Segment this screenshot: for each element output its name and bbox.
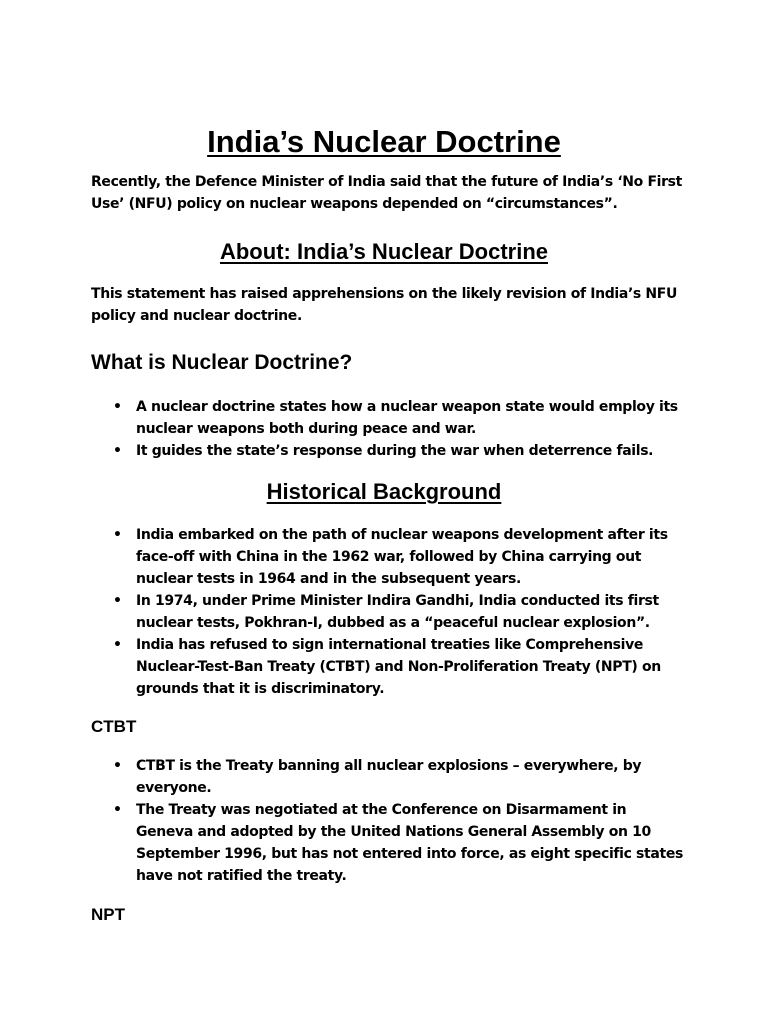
about-heading: About: India’s Nuclear Doctrine bbox=[219, 239, 548, 264]
what-is-heading: What is Nuclear Doctrine? bbox=[91, 351, 353, 374]
bullet-icon: • bbox=[113, 443, 122, 459]
bullet-icon: • bbox=[113, 593, 122, 609]
historical-list bbox=[113, 524, 683, 700]
list-item: • The Treaty was negotiated at the Conference on Disarmament in Geneva and adopted by the United Nations General Assembly on 10 September 1996, but has not entered into force, as eight specific states have not ratified the treaty. bbox=[113, 799, 683, 887]
ctbt-list bbox=[113, 755, 683, 887]
what-is-list bbox=[113, 396, 683, 462]
bullet-icon: • bbox=[113, 758, 122, 774]
bullet-icon: • bbox=[113, 399, 122, 415]
list-item: • India has refused to sign international treaties like Comprehensive Nuclear-Test-Ban Treaty (CTBT) and Non-Proliferation Treaty (NPT) on grounds that it is discriminatory. bbox=[113, 634, 683, 700]
about-paragraph: This statement has raised apprehensions on the likely revision of India’s NFU policy and nuclear doctrine. bbox=[91, 286, 678, 324]
bullet-icon: • bbox=[113, 637, 122, 653]
list-item: • A nuclear doctrine states how a nuclear weapon state would employ its nuclear weapons both during peace and war. bbox=[113, 396, 683, 440]
list-item: • In 1974, under Prime Minister Indira Gandhi, India conducted its first nuclear tests, Pokhran-I, dubbed as a “peaceful nuclear explosion”. bbox=[113, 590, 683, 634]
historical-heading: Historical Background bbox=[266, 479, 502, 504]
bullet-icon: • bbox=[113, 527, 122, 543]
ctbt-heading: CTBT bbox=[91, 717, 137, 736]
list-item: • It guides the state’s response during the war when deterrence fails. bbox=[113, 440, 683, 462]
intro-paragraph: Recently, the Defence Minister of India said that the future of India’s ‘No First Use’ (NFU) policy on nuclear weapons depended on “circumstances”. bbox=[91, 174, 683, 212]
npt-heading: NPT bbox=[91, 905, 125, 924]
bullet-icon: • bbox=[113, 802, 122, 818]
list-item: • India embarked on the path of nuclear weapons development after its face-off with China in the 1962 war, followed by China carrying out nuclear tests in 1964 and in the subsequent years. bbox=[113, 524, 683, 590]
list-item: • CTBT is the Treaty banning all nuclear explosions – everywhere, by everyone. bbox=[113, 755, 683, 799]
page-title: India’s Nuclear Doctrine bbox=[207, 124, 561, 159]
